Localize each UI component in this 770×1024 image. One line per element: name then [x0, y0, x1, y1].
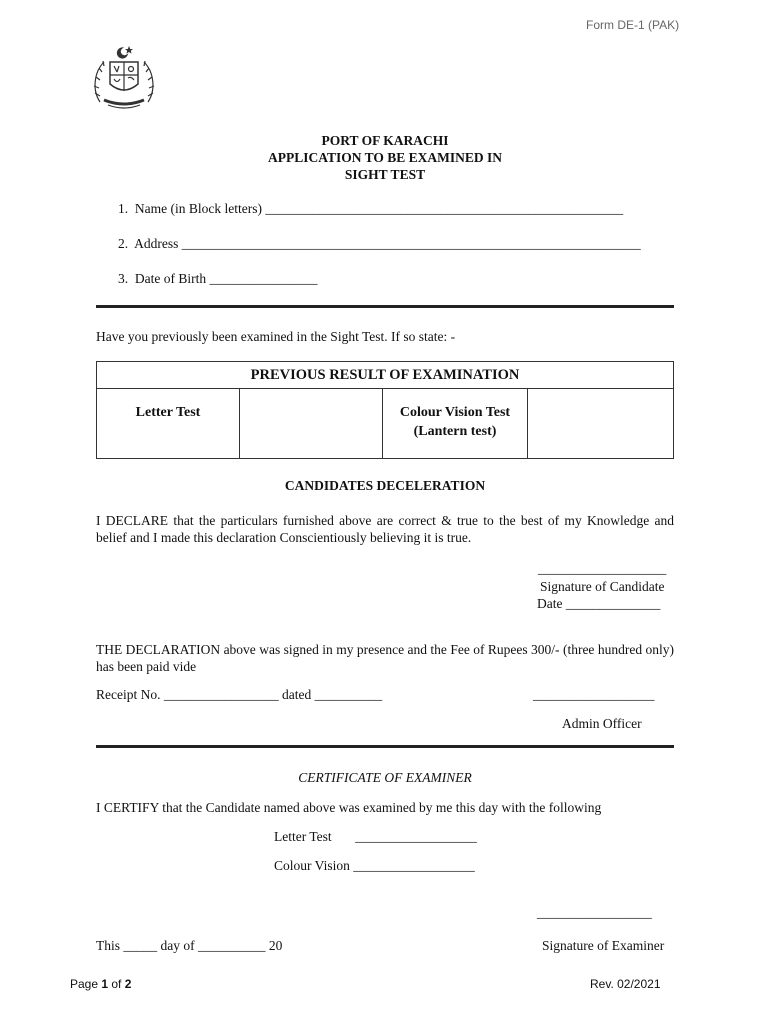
colour-vision-label-line2: (Lantern test) [413, 424, 497, 439]
section-divider-2 [96, 745, 674, 748]
letter-test-label: Letter Test [97, 389, 240, 459]
admin-officer-signature-line[interactable]: __________________ [533, 687, 655, 702]
colour-vision-result-cell[interactable] [528, 389, 674, 459]
admin-officer-label: Admin Officer [562, 716, 642, 731]
fee-text: THE DECLARATION above was signed in my presence and the Fee of Rupees 300/- (three hundred only) has been paid vide [96, 642, 674, 674]
letter-test-result-cell[interactable] [240, 389, 383, 459]
candidate-date-field[interactable]: Date ______________ [537, 596, 661, 611]
page-of: of [108, 977, 125, 991]
dob-field[interactable]: 3. Date of Birth ________________ [118, 271, 318, 286]
previous-result-table [96, 361, 674, 459]
candidate-signature-label: Signature of Candidate [540, 579, 665, 594]
page-current: 1 [101, 977, 109, 991]
name-field[interactable]: 1. Name (in Block letters) _____________________________________________________ [118, 201, 624, 216]
receipt-field[interactable]: Receipt No. _________________ dated __________ [96, 687, 383, 702]
page-prefix: Page [70, 977, 102, 991]
exam-date-field[interactable]: This _____ day of __________ 20 [96, 938, 283, 953]
form-id: Form DE-1 (PAK) [586, 18, 680, 32]
colour-vision-label-line1: Colour Vision Test [399, 405, 511, 420]
header-application: APPLICATION TO BE EXAMINED IN [267, 150, 503, 165]
colour-vision-label [383, 389, 528, 459]
previous-result-heading: PREVIOUS RESULT OF EXAMINATION [97, 362, 674, 389]
certificate-text: I CERTIFY that the Candidate named above was examined by me this day with the following [96, 800, 602, 815]
examiner-signature-label: Signature of Examiner [542, 938, 665, 953]
header-port: PORT OF KARACHI [321, 133, 449, 148]
declaration-heading: CANDIDATES DECELERATION [284, 478, 486, 493]
letter-test-result-field[interactable]: Letter Test __________________ [274, 829, 477, 844]
colour-vision-result-field[interactable]: Colour Vision __________________ [274, 858, 475, 873]
page-number [70, 977, 131, 991]
section-divider [96, 305, 674, 308]
page-total: 2 [124, 977, 132, 991]
address-field[interactable]: 2. Address ____________________________________________________________________ [118, 236, 641, 251]
declaration-text: I DECLARE that the particulars furnished above are correct & true to the best of my Knowledge and belief and I made this declaration Conscientiously believing it is true. [96, 513, 674, 545]
state-emblem-icon [92, 42, 156, 112]
candidate-signature-line[interactable]: ___________________ [538, 561, 667, 576]
certificate-heading: CERTIFICATE OF EXAMINER [298, 770, 472, 785]
header-sight-test: SIGHT TEST [344, 167, 426, 182]
previous-question: Have you previously been examined in the Sight Test. If so state: - [96, 329, 456, 344]
examiner-signature-line[interactable]: _________________ [537, 905, 652, 920]
revision-label: Rev. 02/2021 [590, 977, 661, 991]
